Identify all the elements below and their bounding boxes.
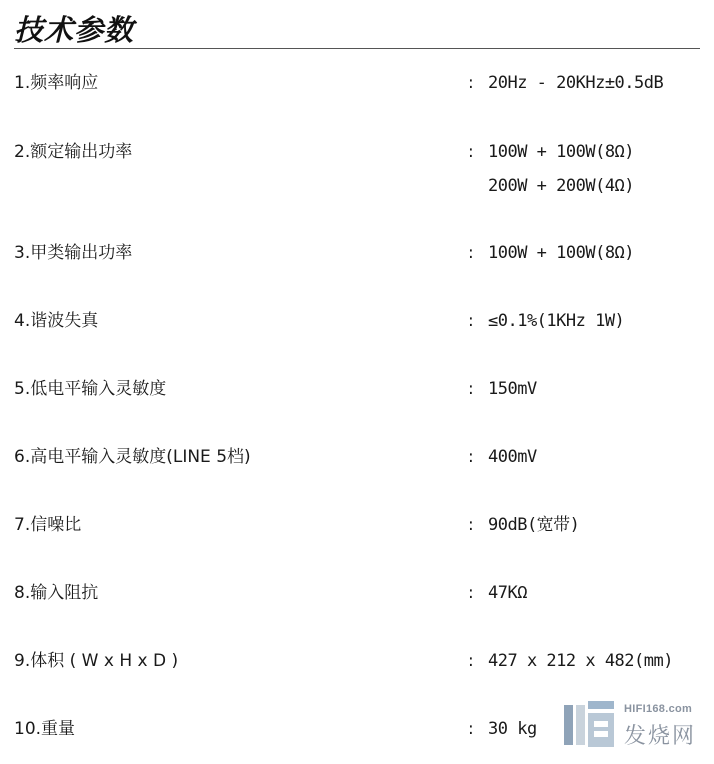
spec-label: 5.低电平输入灵敏度 [14, 374, 174, 404]
leader-dots [150, 137, 462, 167]
leader-dots [150, 238, 462, 268]
spec-row-low-level-sensitivity [0, 374, 714, 404]
spec-colon: : [468, 73, 474, 93]
spec-colon: : [468, 583, 474, 603]
hifi-logo-icon [562, 699, 618, 751]
spec-label: 8.输入阻抗 [14, 578, 106, 608]
spec-label: 2.额定输出功率 [14, 137, 140, 167]
spec-row-class-a-output-power [0, 238, 714, 268]
spec-row-high-level-sensitivity [0, 442, 714, 472]
spec-row-harmonic-distortion [0, 306, 714, 336]
watermark-url: HIFI168.com [624, 703, 693, 715]
leader-dots [210, 646, 462, 676]
spec-colon: : [468, 243, 474, 263]
spec-label: 4.谐波失真 [14, 306, 106, 336]
spec-label: 1.频率响应 [14, 68, 106, 98]
leader-dots [120, 68, 462, 98]
spec-row-input-impedance [0, 578, 714, 608]
spec-label: 3.甲类输出功率 [14, 238, 140, 268]
leader-dots [100, 510, 462, 540]
spec-value: 100W + 100W(8Ω) [488, 142, 635, 162]
spec-row-rated-output-power [0, 137, 714, 201]
spec-colon: : [468, 311, 474, 331]
spec-label: 6.高电平输入灵敏度(LINE 5档) [14, 442, 259, 472]
spec-value: 20Hz - 20KHz±0.5dB [488, 73, 664, 93]
leader-dots [82, 714, 462, 744]
spec-value: 400mV [488, 447, 537, 467]
leader-dots [115, 578, 462, 608]
spec-label: 9.体积 ( W x H x D ) [14, 646, 186, 676]
spec-value: 100W + 100W(8Ω) [488, 243, 635, 263]
leader-dots [280, 442, 462, 472]
spec-value: ≤0.1%(1KHz 1W) [488, 311, 625, 331]
spec-row-dimensions [0, 646, 714, 676]
spec-colon: : [468, 379, 474, 399]
spec-colon: : [468, 515, 474, 535]
title-divider [14, 48, 700, 49]
leader-dots [190, 374, 462, 404]
watermark-name: 发烧网 [624, 724, 697, 749]
spec-value: 90dB(宽带) [488, 515, 580, 535]
spec-row-signal-to-noise [0, 510, 714, 540]
spec-value: 150mV [488, 379, 537, 399]
spec-label: 10.重量 [14, 714, 83, 744]
spec-label: 7.信噪比 [14, 510, 89, 540]
leader-dots [120, 306, 462, 336]
spec-value: 47KΩ [488, 583, 527, 603]
page-title: 技术参数 [14, 13, 135, 47]
spec-colon: : [468, 651, 474, 671]
spec-value: 427 x 212 x 482(mm) [488, 651, 673, 671]
spec-colon: : [468, 719, 474, 739]
site-watermark [562, 697, 710, 755]
spec-colon: : [468, 447, 474, 467]
spec-colon: : [468, 142, 474, 162]
spec-value: 30 kg [488, 719, 537, 739]
spec-value: 200W + 200W(4Ω) [488, 176, 635, 196]
spec-row-frequency-response [0, 68, 714, 98]
